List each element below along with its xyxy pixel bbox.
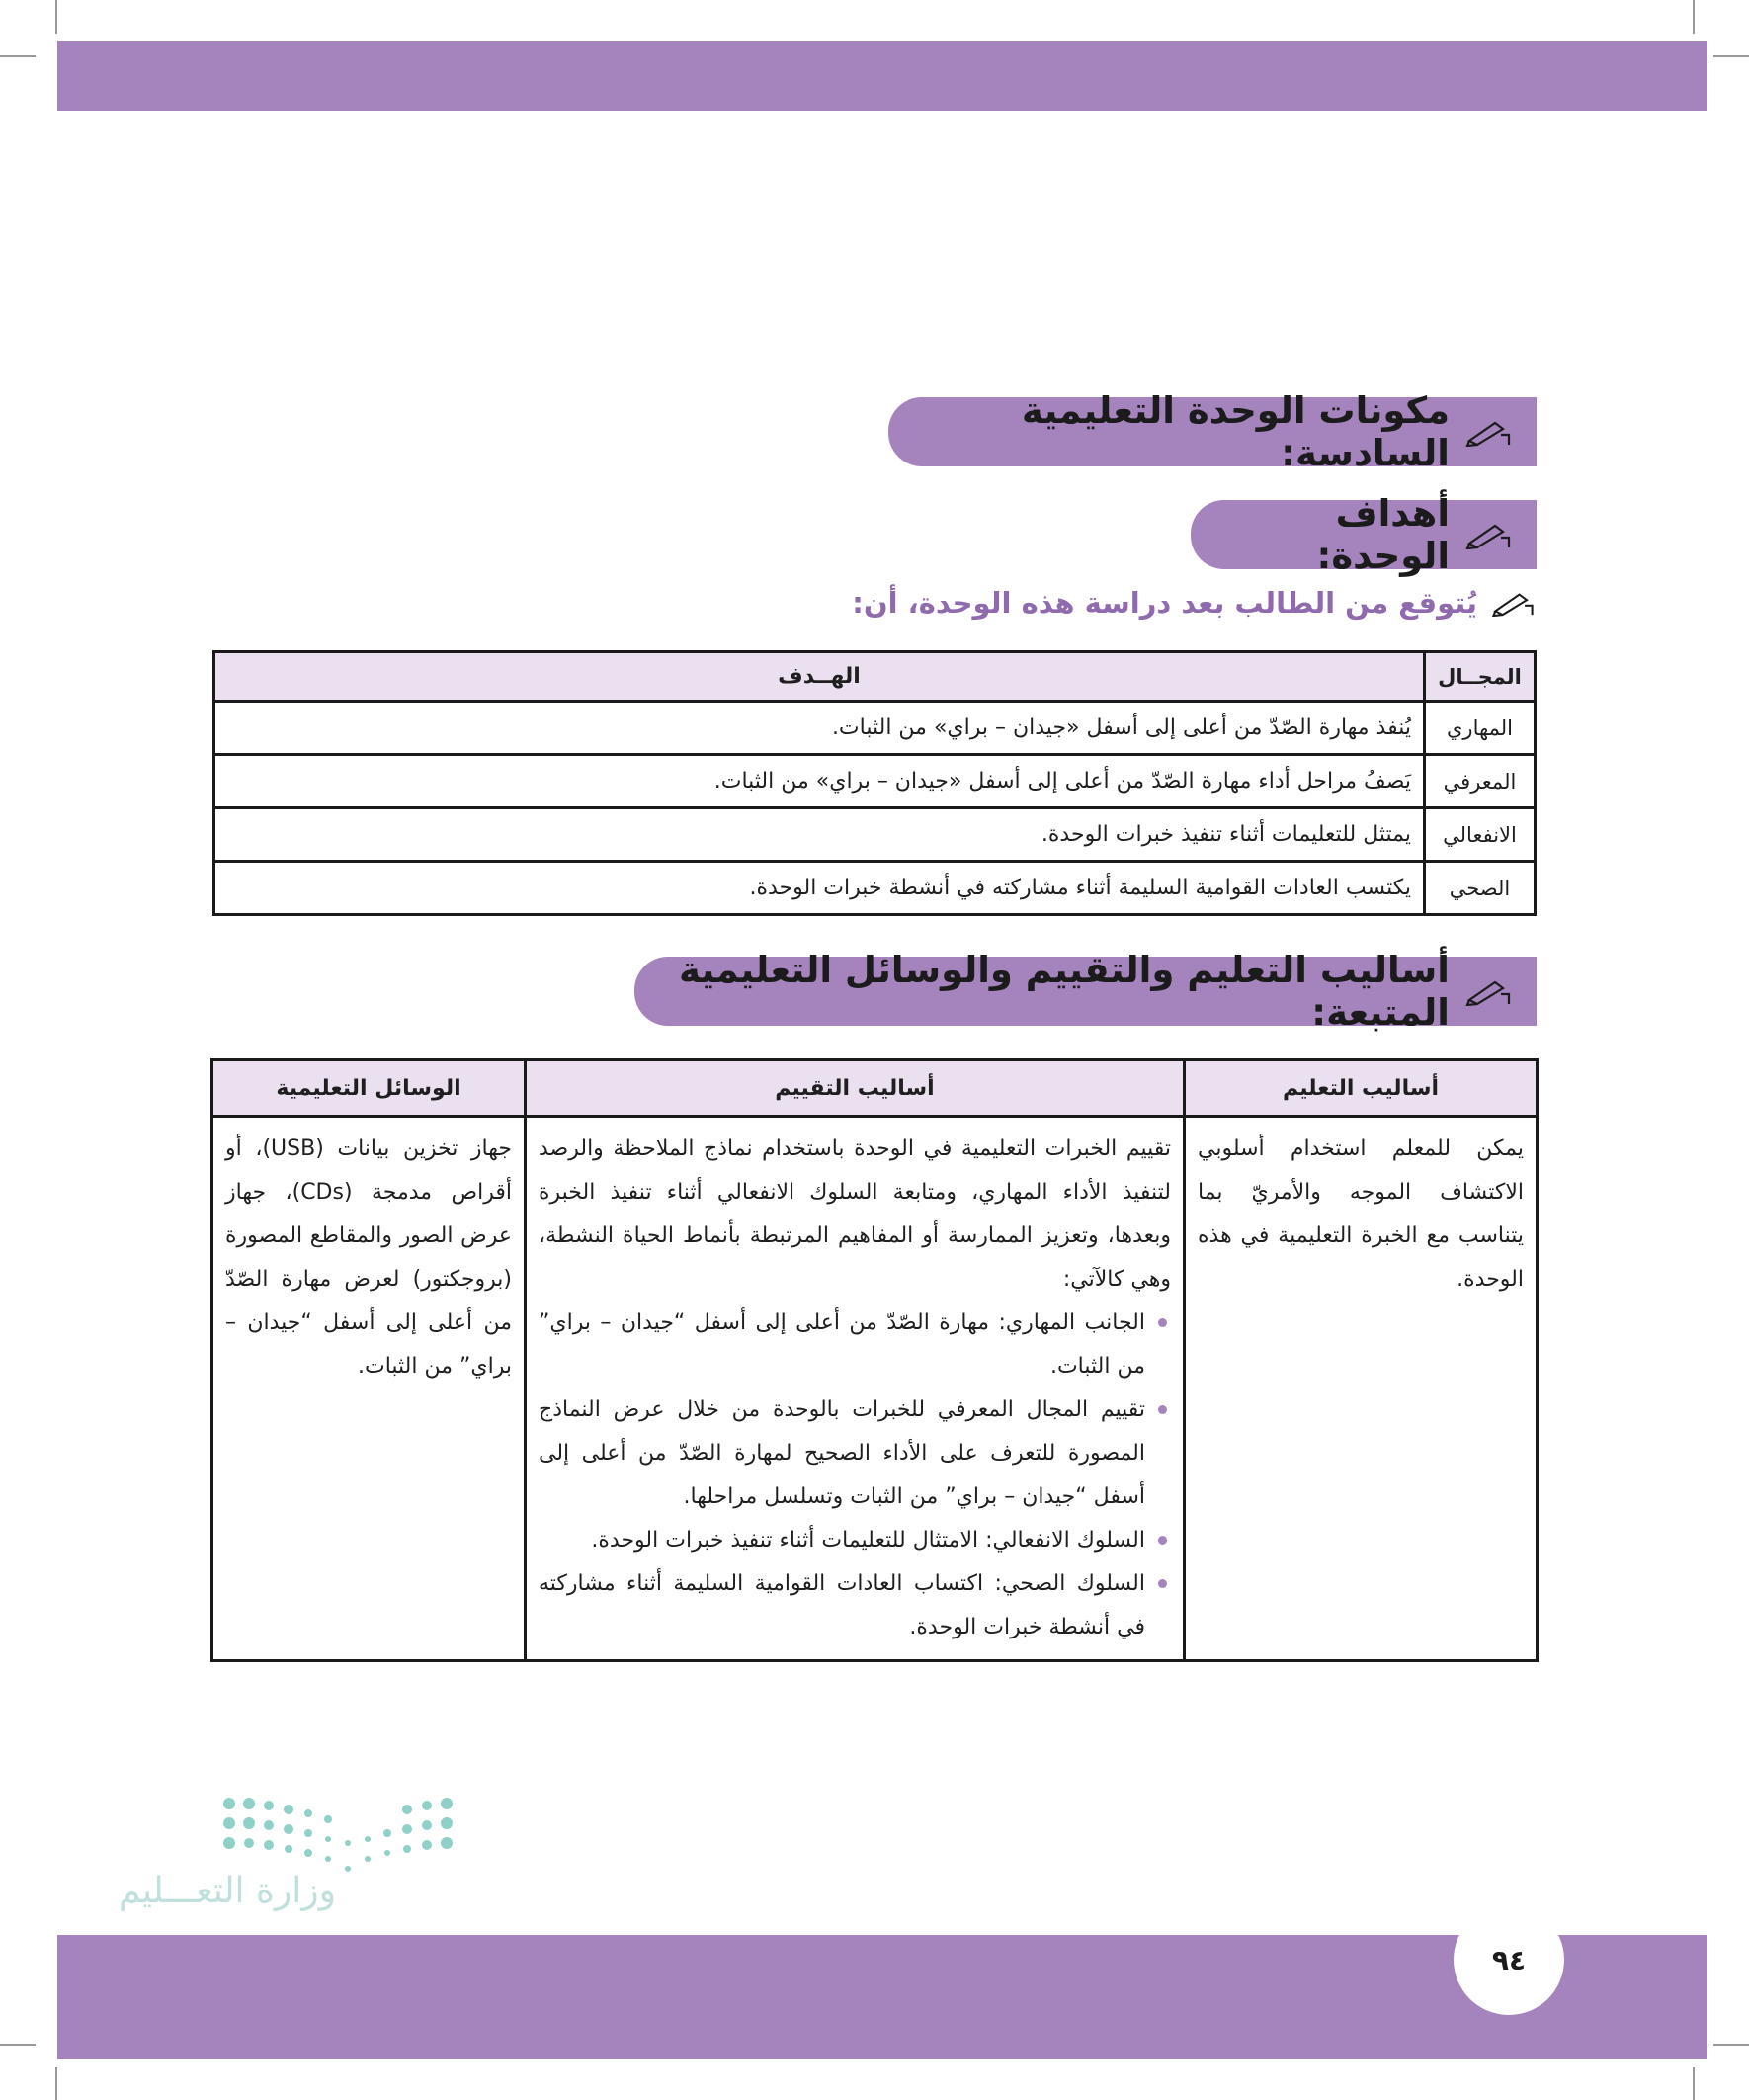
educational-media-header: الوسائل التعليمية — [212, 1060, 526, 1117]
table-row — [214, 862, 1536, 915]
table-row — [214, 755, 1536, 808]
unit-components-title: مكونات الوحدة التعليمية السادسة: — [1021, 389, 1450, 474]
unit-goals-title: أهداف الوحدة: — [1316, 492, 1450, 577]
goal-cell: يمتثل للتعليمات أثناء تنفيذ خبرات الوحدة. — [214, 808, 1425, 862]
teaching-methods-cell: يمكن للمعلم استخدام أسلوبي الاكتشاف الموجه والأمريّ بما يتناسب مع الخبرة التعليمية في هذه الوحدة. — [1185, 1117, 1538, 1661]
list-item: السلوك الانفعالي: الامتثال للتعليمات أثناء تنفيذ خبرات الوحدة. — [539, 1519, 1171, 1562]
crop-mark-bottom-right-h — [1713, 2044, 1749, 2046]
crop-mark-top-right-v — [1693, 0, 1695, 34]
domain-cell: الصحي — [1425, 862, 1536, 915]
methods-header-row — [212, 1060, 1538, 1117]
crop-mark-top-right-h — [1713, 55, 1749, 57]
evaluation-list — [539, 1302, 1171, 1649]
crop-mark-bottom-left-h — [0, 2044, 36, 2046]
unit-components-heading — [888, 389, 1537, 474]
goal-cell: يكتسب العادات القوامية السليمة أثناء مشاركته في أنشطة خبرات الوحدة. — [214, 862, 1425, 915]
domain-cell: الانفعالي — [1425, 808, 1536, 862]
ministry-name: وزارة التعـــليم — [118, 1871, 337, 1911]
pencil-icon — [1465, 976, 1511, 1006]
table-row — [214, 702, 1536, 755]
evaluation-methods-cell — [526, 1117, 1185, 1661]
domain-cell: المهاري — [1425, 702, 1536, 755]
methods-table — [210, 1058, 1539, 1662]
table-row — [214, 808, 1536, 862]
expectation-text: يُتوقع من الطالب بعد دراسة هذه الوحدة، أن: — [852, 586, 1477, 620]
goals-header-row — [214, 652, 1536, 702]
list-item: تقييم المجال المعرفي للخبرات بالوحدة من خلال عرض النماذج المصورة للتعرف على الأداء الصحيح لمهارة الصّدّ من أعلى إلى أسفل “جيدان – براي” من الثبات وتسلسل مراحلها. — [539, 1388, 1171, 1519]
evaluation-methods-header: أساليب التقييم — [526, 1060, 1185, 1117]
pencil-icon — [1465, 520, 1511, 549]
page-number: ٩٤ — [1454, 1904, 1564, 2015]
pencil-icon — [1491, 589, 1535, 617]
pencil-icon — [1465, 417, 1511, 447]
crop-mark-bottom-right-v — [1693, 2067, 1695, 2100]
domain-cell: المعرفي — [1425, 755, 1536, 808]
list-item: الجانب المهاري: مهارة الصّدّ من أعلى إلى أسفل “جيدان – براي” من الثبات. — [539, 1302, 1171, 1388]
goal-cell: يُنفذ مهارة الصّدّ من أعلى إلى أسفل «جيدان – براي» من الثبات. — [214, 702, 1425, 755]
crop-mark-top-left-v — [55, 0, 57, 34]
unit-goals-heading — [1191, 492, 1537, 577]
crop-mark-bottom-left-v — [55, 2067, 57, 2100]
educational-media-cell: جهاز تخزين بيانات (USB)، أو أقراص مدمجة (CDs)، جهاز عرض الصور والمقاطع المصورة (بروجكتور) لعرض مهارة الصّدّ من أعلى إلى أسفل “جيدان – براي” من الثبات. — [212, 1117, 526, 1661]
methods-title: أساليب التعليم والتقييم والوسائل التعليمية المتبعة: — [678, 949, 1450, 1034]
teaching-methods-header: أساليب التعليم — [1185, 1060, 1538, 1117]
goal-cell: يَصفُ مراحل أداء مهارة الصّدّ من أعلى إلى أسفل «جيدان – براي» من الثبات. — [214, 755, 1425, 808]
expectation-subheading — [852, 586, 1535, 620]
top-banner — [57, 41, 1707, 111]
methods-heading — [634, 949, 1537, 1034]
crop-mark-top-left-h — [0, 55, 36, 57]
goals-table — [212, 650, 1537, 916]
goal-column-header: الهــدف — [214, 652, 1425, 702]
domain-column-header: المجــال — [1425, 652, 1536, 702]
evaluation-intro: تقييم الخبرات التعليمية في الوحدة باستخدام نماذج الملاحظة والرصد لتنفيذ الأداء المهاري، ومتابعة السلوك الانفعالي أثناء تنفيذ الخبرة وبعدها، وتعزيز الممارسة أو المفاهيم المرتبطة بأنماط الحياة النشطة، وهي كالآتي: — [539, 1136, 1171, 1292]
list-item: السلوك الصحي: اكتساب العادات القوامية السليمة أثناء مشاركته في أنشطة خبرات الوحدة. — [539, 1562, 1171, 1649]
methods-content-row — [212, 1117, 1538, 1661]
